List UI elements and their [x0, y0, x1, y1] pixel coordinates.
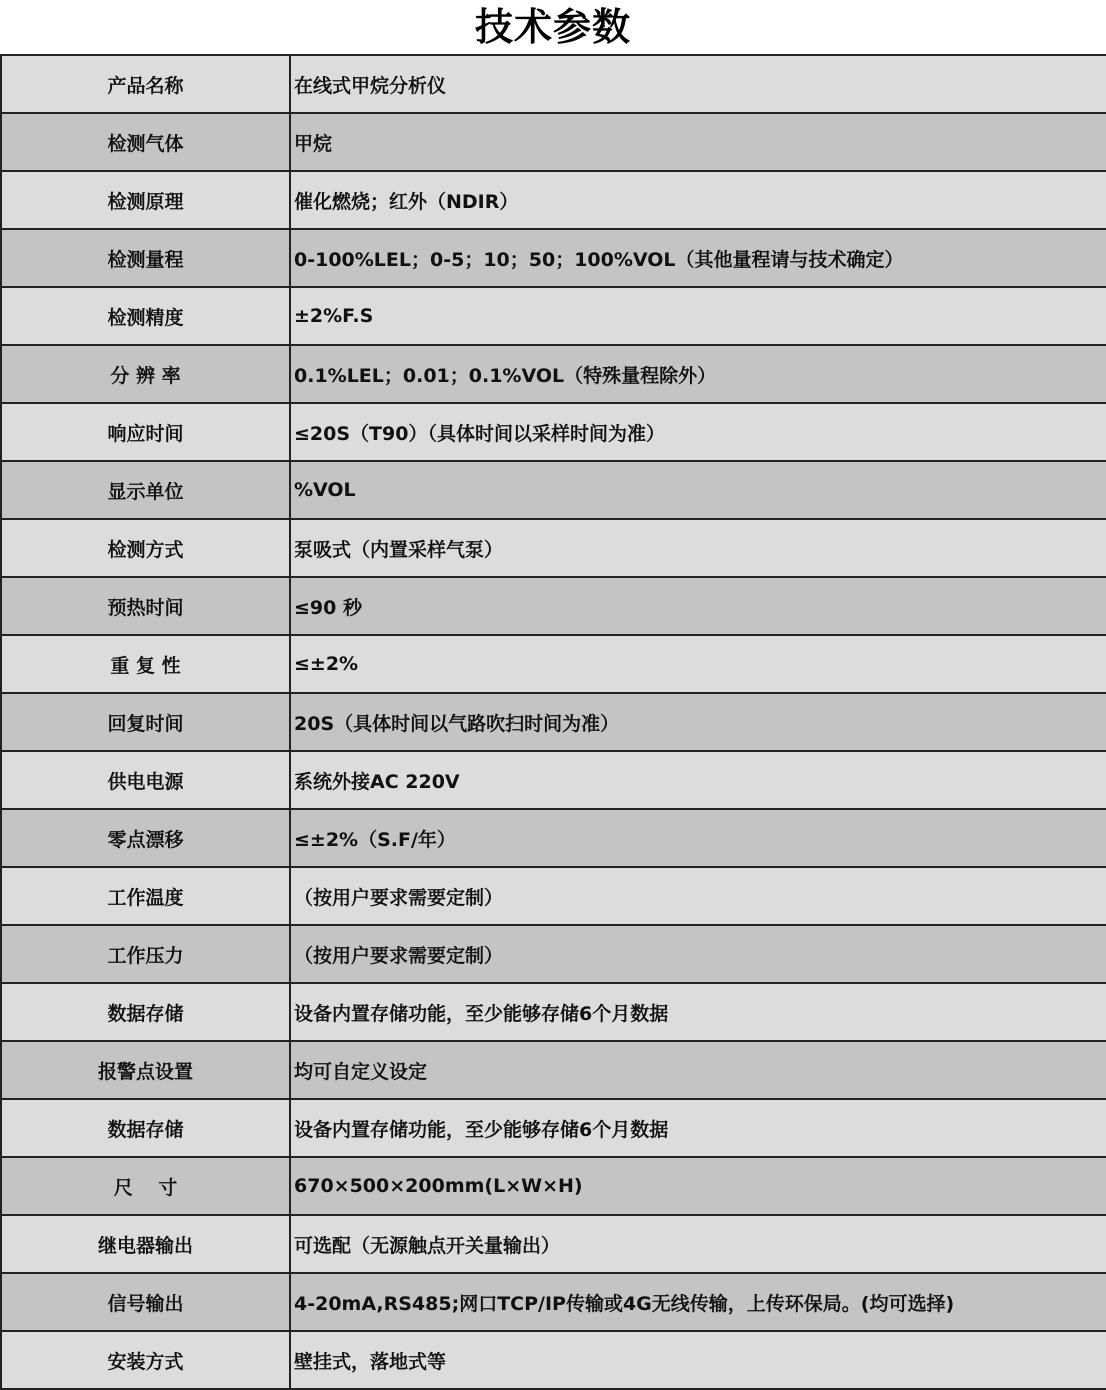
table-row	[1, 1157, 1106, 1215]
param-label: 数据存储	[1, 983, 290, 1041]
param-value: 设备内置存储功能，至少能够存储6个月数据	[290, 983, 1106, 1041]
param-label: 数据存储	[1, 1099, 290, 1157]
table-row	[1, 55, 1106, 113]
param-label: 检测原理	[1, 171, 290, 229]
table-row	[1, 1099, 1106, 1157]
param-value: 泵吸式（内置采样气泵）	[290, 519, 1106, 577]
table-row	[1, 229, 1106, 287]
param-value: %VOL	[290, 461, 1106, 519]
param-value: 催化燃烧；红外（NDIR）	[290, 171, 1106, 229]
param-value: 0.1%LEL；0.01；0.1%VOL（特殊量程除外）	[290, 345, 1106, 403]
param-label: 检测气体	[1, 113, 290, 171]
table-row	[1, 577, 1106, 635]
param-value: 均可自定义设定	[290, 1041, 1106, 1099]
param-label: 预热时间	[1, 577, 290, 635]
table-row	[1, 693, 1106, 751]
param-label: 重 复 性	[1, 635, 290, 693]
param-value: ≤±2%	[290, 635, 1106, 693]
table-row	[1, 867, 1106, 925]
param-label: 响应时间	[1, 403, 290, 461]
param-value: 在线式甲烷分析仪	[290, 55, 1106, 113]
table-row	[1, 635, 1106, 693]
param-label: 安装方式	[1, 1331, 290, 1389]
param-label: 产品名称	[1, 55, 290, 113]
param-label: 工作温度	[1, 867, 290, 925]
table-row	[1, 1215, 1106, 1273]
param-value: ≤±2%（S.F/年）	[290, 809, 1106, 867]
param-value: 系统外接AC 220V	[290, 751, 1106, 809]
table-row	[1, 751, 1106, 809]
param-value: 设备内置存储功能，至少能够存储6个月数据	[290, 1099, 1106, 1157]
table-row	[1, 1273, 1106, 1331]
table-row	[1, 403, 1106, 461]
param-value: （按用户要求需要定制）	[290, 867, 1106, 925]
param-label: 供电电源	[1, 751, 290, 809]
table-row	[1, 983, 1106, 1041]
table-row	[1, 519, 1106, 577]
param-label: 零点漂移	[1, 809, 290, 867]
table-row	[1, 1331, 1106, 1389]
param-value: 670×500×200mm(L×W×H)	[290, 1157, 1106, 1215]
param-label: 显示单位	[1, 461, 290, 519]
table-row	[1, 809, 1106, 867]
param-label: 检测量程	[1, 229, 290, 287]
param-value: ≤90 秒	[290, 577, 1106, 635]
param-label: 检测精度	[1, 287, 290, 345]
param-label: 继电器输出	[1, 1215, 290, 1273]
param-value: （按用户要求需要定制）	[290, 925, 1106, 983]
table-row	[1, 925, 1106, 983]
param-value: 4-20mA,RS485;网口TCP/IP传输或4G无线传输，上传环保局。(均可选择)	[290, 1273, 1106, 1331]
table-row	[1, 1041, 1106, 1099]
param-value: ±2%F.S	[290, 287, 1106, 345]
table-row	[1, 171, 1106, 229]
param-value: 甲烷	[290, 113, 1106, 171]
param-value: 壁挂式，落地式等	[290, 1331, 1106, 1389]
param-value: ≤20S（T90）（具体时间以采样时间为准）	[290, 403, 1106, 461]
table-row	[1, 345, 1106, 403]
param-label: 检测方式	[1, 519, 290, 577]
table-row	[1, 287, 1106, 345]
param-label: 工作压力	[1, 925, 290, 983]
param-label: 报警点设置	[1, 1041, 290, 1099]
param-label: 尺 寸	[1, 1157, 290, 1215]
param-label: 信号输出	[1, 1273, 290, 1331]
spec-table	[0, 54, 1106, 1390]
param-value: 20S（具体时间以气路吹扫时间为准）	[290, 693, 1106, 751]
param-value: 可选配（无源触点开关量输出）	[290, 1215, 1106, 1273]
page-title: 技术参数	[474, 5, 631, 49]
param-label: 回复时间	[1, 693, 290, 751]
param-label: 分 辨 率	[1, 345, 290, 403]
param-value: 0-100%LEL；0-5；10；50；100%VOL（其他量程请与技术确定）	[290, 229, 1106, 287]
table-row	[1, 113, 1106, 171]
table-row	[1, 461, 1106, 519]
